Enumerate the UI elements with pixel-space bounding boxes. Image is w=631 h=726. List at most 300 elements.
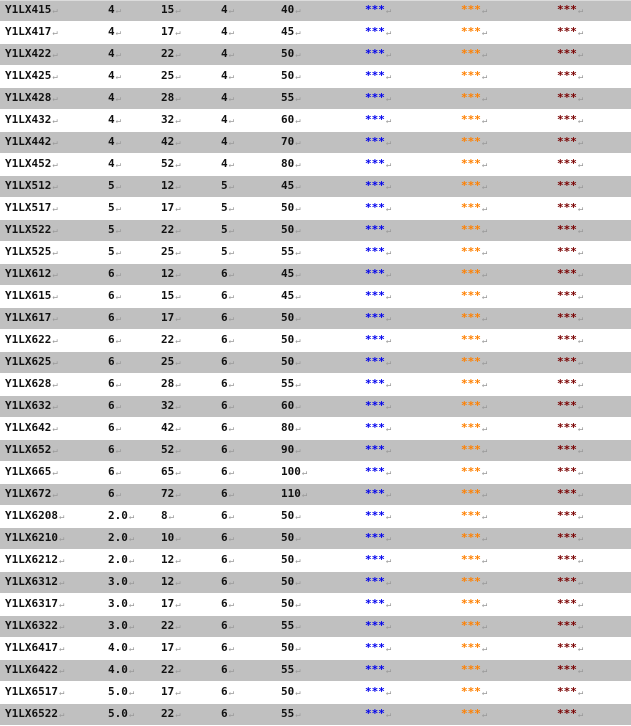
paragraph-mark-icon: ↵ (228, 204, 235, 214)
cell-text: 50 (281, 47, 295, 60)
model-cell (0, 550, 103, 572)
paragraph-mark-icon: ↵ (228, 182, 235, 192)
cell-text: 6 (221, 421, 228, 434)
cell-text: 52 (161, 443, 175, 456)
value-d-cell (276, 264, 360, 286)
paragraph-mark-icon: ↵ (481, 424, 488, 434)
paragraph-mark-icon: ↵ (175, 204, 181, 214)
paragraph-mark-icon: ↵ (295, 160, 301, 170)
paragraph-mark-icon: ↵ (481, 270, 488, 280)
paragraph-mark-icon: ↵ (115, 336, 122, 346)
cell-text: 4 (221, 135, 228, 148)
paragraph-mark-icon: ↵ (115, 138, 122, 148)
rating-blue-cell (360, 242, 456, 264)
cell-text: Y1LX6322 (5, 619, 58, 632)
table-row (0, 704, 631, 726)
cell-text: 6 (221, 509, 228, 522)
paragraph-mark-icon: ↵ (295, 578, 301, 588)
paragraph-mark-icon: ↵ (175, 6, 181, 16)
value-d-cell (276, 506, 360, 528)
paragraph-mark-icon: ↵ (481, 666, 488, 676)
paragraph-mark-icon: ↵ (175, 556, 181, 566)
cell-text: 4 (221, 3, 228, 16)
cell-text: 28 (161, 377, 175, 390)
cell-text: 6 (108, 421, 115, 434)
paragraph-mark-icon: ↵ (577, 182, 584, 192)
cell-text: 50 (281, 553, 295, 566)
value-d-cell (276, 88, 360, 110)
rating-stars: *** (557, 157, 577, 170)
paragraph-mark-icon: ↵ (115, 28, 122, 38)
paragraph-mark-icon: ↵ (115, 292, 122, 302)
paragraph-mark-icon: ↵ (128, 556, 135, 566)
paragraph-mark-icon: ↵ (385, 204, 392, 214)
model-cell (0, 242, 103, 264)
rating-stars: *** (557, 663, 577, 676)
value-c-cell (216, 572, 276, 594)
cell-text: 100 (281, 465, 301, 478)
cell-text: Y1LX6212 (5, 553, 58, 566)
value-c-cell (216, 682, 276, 704)
paragraph-mark-icon: ↵ (295, 402, 301, 412)
rating-stars: *** (365, 399, 385, 412)
value-d-cell (276, 352, 360, 374)
rating-stars: *** (365, 69, 385, 82)
rating-stars: *** (365, 113, 385, 126)
paragraph-mark-icon: ↵ (295, 50, 301, 60)
value-b-cell (156, 484, 216, 506)
value-d-cell (276, 682, 360, 704)
model-cell (0, 198, 103, 220)
paragraph-mark-icon: ↵ (52, 424, 58, 434)
rating-blue-cell (360, 154, 456, 176)
table-row (0, 682, 631, 704)
rating-stars: *** (461, 443, 481, 456)
paragraph-mark-icon: ↵ (115, 116, 122, 126)
rating-stars: *** (557, 421, 577, 434)
cell-text: 8 (161, 509, 168, 522)
rating-stars: *** (365, 223, 385, 236)
value-d-cell (276, 594, 360, 616)
cell-text: 50 (281, 685, 295, 698)
cell-text: 28 (161, 91, 175, 104)
cell-text: 4 (108, 3, 115, 16)
rating-blue-cell (360, 132, 456, 154)
paragraph-mark-icon: ↵ (52, 50, 58, 60)
rating-darkred-cell (552, 462, 631, 484)
paragraph-mark-icon: ↵ (115, 468, 122, 478)
rating-orange-cell (456, 550, 552, 572)
cell-text: Y1LX428 (5, 91, 52, 104)
paragraph-mark-icon: ↵ (52, 314, 58, 324)
paragraph-mark-icon: ↵ (577, 644, 584, 654)
table-row (0, 396, 631, 418)
paragraph-mark-icon: ↵ (115, 424, 122, 434)
cell-text: 6 (221, 443, 228, 456)
value-d-cell (276, 528, 360, 550)
paragraph-mark-icon: ↵ (481, 28, 488, 38)
value-d-cell (276, 440, 360, 462)
paragraph-mark-icon: ↵ (52, 270, 58, 280)
cell-text: 4 (221, 25, 228, 38)
cell-text: 6 (221, 487, 228, 500)
paragraph-mark-icon: ↵ (52, 468, 58, 478)
paragraph-mark-icon: ↵ (228, 116, 235, 126)
paragraph-mark-icon: ↵ (385, 402, 392, 412)
rating-stars: *** (365, 91, 385, 104)
value-d-cell (276, 396, 360, 418)
rating-stars: *** (461, 267, 481, 280)
cell-text: 50 (281, 355, 295, 368)
value-b-cell (156, 220, 216, 242)
value-b-cell (156, 242, 216, 264)
rating-orange-cell (456, 22, 552, 44)
value-a-cell (103, 484, 156, 506)
value-d-cell (276, 330, 360, 352)
cell-text: 6 (221, 707, 228, 720)
value-d-cell (276, 462, 360, 484)
rating-stars: *** (365, 575, 385, 588)
rating-blue-cell (360, 462, 456, 484)
value-d-cell (276, 484, 360, 506)
cell-text: Y1LX615 (5, 289, 52, 302)
rating-darkred-cell (552, 308, 631, 330)
value-a-cell (103, 286, 156, 308)
rating-stars: *** (461, 487, 481, 500)
paragraph-mark-icon: ↵ (128, 512, 135, 522)
cell-text: 6 (221, 355, 228, 368)
paragraph-mark-icon: ↵ (385, 446, 392, 456)
cell-text: 6 (108, 487, 115, 500)
value-c-cell (216, 220, 276, 242)
rating-stars: *** (461, 289, 481, 302)
rating-stars: *** (557, 289, 577, 302)
cell-text: 55 (281, 91, 295, 104)
paragraph-mark-icon: ↵ (228, 50, 235, 60)
rating-darkred-cell (552, 396, 631, 418)
paragraph-mark-icon: ↵ (481, 402, 488, 412)
cell-text: Y1LX6208 (5, 509, 58, 522)
cell-text: 60 (281, 113, 295, 126)
paragraph-mark-icon: ↵ (115, 204, 122, 214)
paragraph-mark-icon: ↵ (52, 94, 58, 104)
value-c-cell (216, 176, 276, 198)
value-c-cell (216, 462, 276, 484)
rating-stars: *** (461, 663, 481, 676)
cell-text: 65 (161, 465, 175, 478)
value-b-cell (156, 330, 216, 352)
value-b-cell (156, 594, 216, 616)
paragraph-mark-icon: ↵ (577, 292, 584, 302)
rating-stars: *** (557, 91, 577, 104)
cell-text: 45 (281, 25, 295, 38)
model-cell (0, 528, 103, 550)
rating-orange-cell (456, 374, 552, 396)
rating-stars: *** (557, 113, 577, 126)
rating-stars: *** (557, 311, 577, 324)
paragraph-mark-icon: ↵ (301, 490, 308, 500)
rating-orange-cell (456, 462, 552, 484)
value-a-cell (103, 88, 156, 110)
cell-text: 17 (161, 201, 175, 214)
rating-orange-cell (456, 88, 552, 110)
paragraph-mark-icon: ↵ (295, 666, 301, 676)
rating-stars: *** (557, 707, 577, 720)
cell-text: Y1LX432 (5, 113, 52, 126)
paragraph-mark-icon: ↵ (577, 72, 584, 82)
paragraph-mark-icon: ↵ (481, 644, 488, 654)
paragraph-mark-icon: ↵ (295, 94, 301, 104)
paragraph-mark-icon: ↵ (481, 50, 488, 60)
rating-darkred-cell (552, 616, 631, 638)
rating-darkred-cell (552, 638, 631, 660)
rating-darkred-cell (552, 440, 631, 462)
rating-darkred-cell (552, 330, 631, 352)
model-cell (0, 132, 103, 154)
value-d-cell (276, 220, 360, 242)
cell-text: 45 (281, 267, 295, 280)
cell-text: Y1LX652 (5, 443, 52, 456)
table-row (0, 0, 631, 22)
paragraph-mark-icon: ↵ (577, 666, 584, 676)
rating-orange-cell (456, 330, 552, 352)
rating-stars: *** (461, 311, 481, 324)
value-d-cell (276, 110, 360, 132)
model-cell (0, 286, 103, 308)
model-cell (0, 154, 103, 176)
table-row (0, 660, 631, 682)
cell-text: 22 (161, 223, 175, 236)
cell-text: Y1LX422 (5, 47, 52, 60)
value-d-cell (276, 44, 360, 66)
cell-text: 50 (281, 201, 295, 214)
value-a-cell (103, 616, 156, 638)
cell-text: Y1LX622 (5, 333, 52, 346)
paragraph-mark-icon: ↵ (577, 446, 584, 456)
value-b-cell (156, 308, 216, 330)
rating-stars: *** (557, 3, 577, 16)
model-cell (0, 682, 103, 704)
paragraph-mark-icon: ↵ (295, 710, 301, 720)
rating-blue-cell (360, 594, 456, 616)
rating-stars: *** (557, 135, 577, 148)
paragraph-mark-icon: ↵ (481, 292, 488, 302)
value-a-cell (103, 176, 156, 198)
rating-orange-cell (456, 616, 552, 638)
paragraph-mark-icon: ↵ (175, 600, 181, 610)
paragraph-mark-icon: ↵ (295, 138, 301, 148)
rating-orange-cell (456, 220, 552, 242)
value-c-cell (216, 528, 276, 550)
cell-text: 2.0 (108, 531, 128, 544)
paragraph-mark-icon: ↵ (52, 380, 58, 390)
paragraph-mark-icon: ↵ (52, 490, 58, 500)
cell-text: 6 (221, 663, 228, 676)
cell-text: Y1LX632 (5, 399, 52, 412)
paragraph-mark-icon: ↵ (385, 556, 392, 566)
rating-orange-cell (456, 110, 552, 132)
cell-text: Y1LX628 (5, 377, 52, 390)
table-row (0, 484, 631, 506)
cell-text: Y1LX417 (5, 25, 52, 38)
value-c-cell (216, 704, 276, 726)
table-row (0, 110, 631, 132)
rating-stars: *** (461, 47, 481, 60)
paragraph-mark-icon: ↵ (385, 226, 392, 236)
rating-stars: *** (365, 553, 385, 566)
rating-blue-cell (360, 704, 456, 726)
value-a-cell (103, 330, 156, 352)
rating-blue-cell (360, 506, 456, 528)
value-c-cell (216, 88, 276, 110)
rating-stars: *** (365, 465, 385, 478)
paragraph-mark-icon: ↵ (115, 50, 122, 60)
rating-stars: *** (557, 377, 577, 390)
model-cell (0, 264, 103, 286)
value-c-cell (216, 550, 276, 572)
rating-darkred-cell (552, 484, 631, 506)
paragraph-mark-icon: ↵ (52, 6, 58, 16)
paragraph-mark-icon: ↵ (175, 468, 181, 478)
model-cell (0, 396, 103, 418)
value-a-cell (103, 704, 156, 726)
cell-text: 70 (281, 135, 295, 148)
value-a-cell (103, 198, 156, 220)
paragraph-mark-icon: ↵ (577, 204, 584, 214)
value-b-cell (156, 88, 216, 110)
paragraph-mark-icon: ↵ (228, 688, 235, 698)
rating-orange-cell (456, 44, 552, 66)
cell-text: Y1LX6210 (5, 531, 58, 544)
cell-text: 4.0 (108, 641, 128, 654)
cell-text: 6 (221, 333, 228, 346)
rating-darkred-cell (552, 418, 631, 440)
cell-text: 3.0 (108, 575, 128, 588)
rating-orange-cell (456, 440, 552, 462)
paragraph-mark-icon: ↵ (295, 28, 301, 38)
table-row (0, 22, 631, 44)
paragraph-mark-icon: ↵ (175, 138, 181, 148)
value-a-cell (103, 110, 156, 132)
rating-stars: *** (461, 531, 481, 544)
cell-text: 17 (161, 641, 175, 654)
rating-stars: *** (461, 509, 481, 522)
paragraph-mark-icon: ↵ (52, 336, 58, 346)
rating-orange-cell (456, 308, 552, 330)
paragraph-mark-icon: ↵ (577, 578, 584, 588)
paragraph-mark-icon: ↵ (228, 490, 235, 500)
table-row (0, 154, 631, 176)
cell-text: Y1LX625 (5, 355, 52, 368)
paragraph-mark-icon: ↵ (175, 116, 181, 126)
cell-text: 17 (161, 311, 175, 324)
paragraph-mark-icon: ↵ (175, 72, 181, 82)
cell-text: 4 (108, 113, 115, 126)
model-cell (0, 22, 103, 44)
rating-stars: *** (365, 641, 385, 654)
value-c-cell (216, 638, 276, 660)
model-cell (0, 594, 103, 616)
rating-orange-cell (456, 572, 552, 594)
paragraph-mark-icon: ↵ (577, 160, 584, 170)
rating-stars: *** (461, 377, 481, 390)
paragraph-mark-icon: ↵ (175, 314, 181, 324)
rating-stars: *** (461, 135, 481, 148)
paragraph-mark-icon: ↵ (58, 512, 65, 522)
paragraph-mark-icon: ↵ (52, 402, 58, 412)
paragraph-mark-icon: ↵ (481, 534, 488, 544)
rating-darkred-cell (552, 22, 631, 44)
rating-stars: *** (461, 179, 481, 192)
rating-stars: *** (365, 3, 385, 16)
rating-darkred-cell (552, 66, 631, 88)
paragraph-mark-icon: ↵ (228, 380, 235, 390)
table-row (0, 352, 631, 374)
cell-text: 50 (281, 69, 295, 82)
paragraph-mark-icon: ↵ (228, 534, 235, 544)
paragraph-mark-icon: ↵ (385, 424, 392, 434)
rating-blue-cell (360, 638, 456, 660)
value-d-cell (276, 0, 360, 22)
paragraph-mark-icon: ↵ (577, 600, 584, 610)
rating-stars: *** (461, 355, 481, 368)
paragraph-mark-icon: ↵ (577, 336, 584, 346)
table-row (0, 242, 631, 264)
table-row (0, 594, 631, 616)
paragraph-mark-icon: ↵ (577, 534, 584, 544)
paragraph-mark-icon: ↵ (58, 600, 65, 610)
paragraph-mark-icon: ↵ (58, 534, 65, 544)
paragraph-mark-icon: ↵ (577, 94, 584, 104)
cell-text: 50 (281, 641, 295, 654)
paragraph-mark-icon: ↵ (52, 358, 58, 368)
paragraph-mark-icon: ↵ (481, 72, 488, 82)
rating-stars: *** (557, 69, 577, 82)
rating-stars: *** (557, 355, 577, 368)
value-a-cell (103, 550, 156, 572)
cell-text: Y1LX672 (5, 487, 52, 500)
value-c-cell (216, 440, 276, 462)
paragraph-mark-icon: ↵ (385, 94, 392, 104)
value-a-cell (103, 528, 156, 550)
paragraph-mark-icon: ↵ (481, 204, 488, 214)
paragraph-mark-icon: ↵ (481, 182, 488, 192)
rating-stars: *** (461, 113, 481, 126)
paragraph-mark-icon: ↵ (295, 644, 301, 654)
cell-text: 4 (221, 113, 228, 126)
value-b-cell (156, 616, 216, 638)
paragraph-mark-icon: ↵ (175, 28, 181, 38)
rating-stars: *** (461, 685, 481, 698)
cell-text: Y1LX612 (5, 267, 52, 280)
cell-text: 4 (108, 25, 115, 38)
rating-stars: *** (557, 641, 577, 654)
cell-text: 6 (221, 685, 228, 698)
paragraph-mark-icon: ↵ (295, 534, 301, 544)
table-row (0, 66, 631, 88)
value-d-cell (276, 616, 360, 638)
rating-stars: *** (365, 311, 385, 324)
value-a-cell (103, 154, 156, 176)
table-row (0, 330, 631, 352)
cell-text: 55 (281, 619, 295, 632)
paragraph-mark-icon: ↵ (228, 94, 235, 104)
model-cell (0, 66, 103, 88)
paragraph-mark-icon: ↵ (58, 710, 65, 720)
model-cell (0, 88, 103, 110)
paragraph-mark-icon: ↵ (295, 204, 301, 214)
model-cell (0, 330, 103, 352)
